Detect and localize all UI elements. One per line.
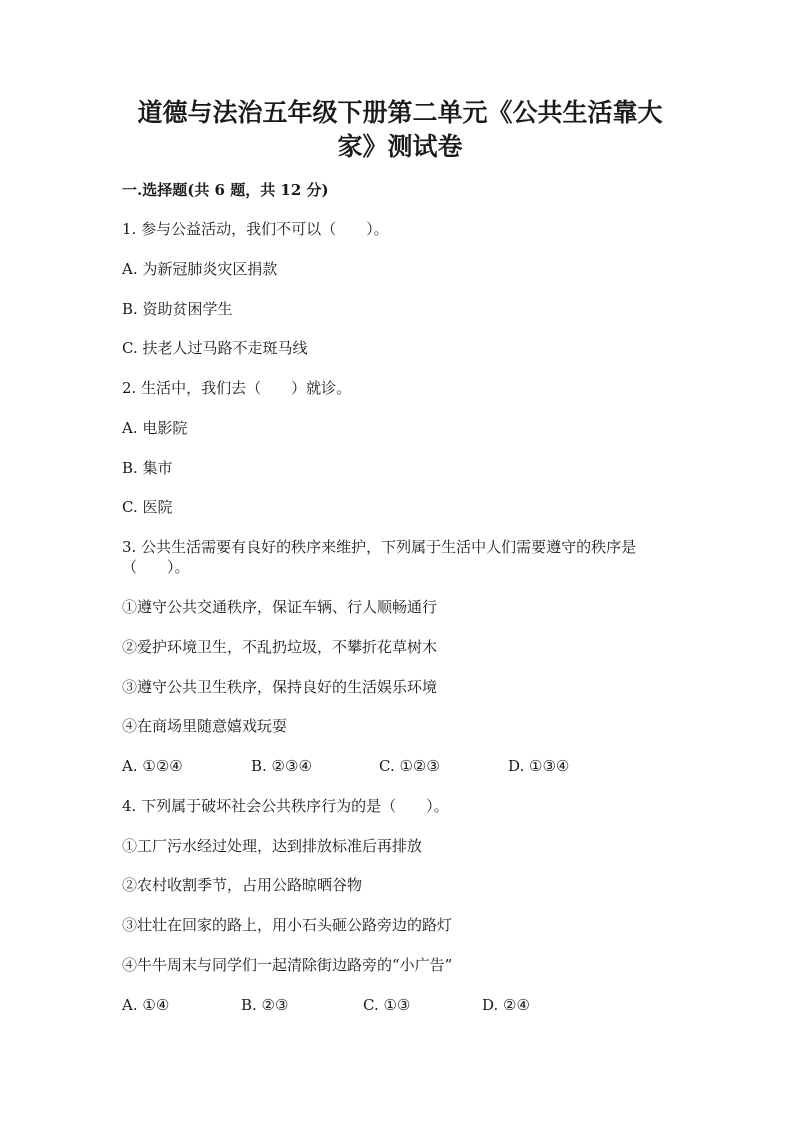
page-title-line-1: 道德与法治五年级下册第二单元《公共生活靠大: [137, 98, 663, 127]
question-3-option-d: D. ①③④: [508, 757, 570, 775]
page-title-line-2: 家》测试卷: [337, 132, 463, 161]
question-3-stem: 3. 公共生活需要有良好的秩序来维护，下列属于生活中人们需要遵守的秩序是: [122, 538, 637, 556]
question-3-option-a: A. ①②④: [122, 757, 183, 775]
question-1-stem: 1. 参与公益活动，我们不可以（ ）。: [122, 220, 389, 238]
question-3-item-1: ①遵守公共交通秩序，保证车辆、行人顺畅通行: [122, 598, 438, 616]
question-1-option-a: A. 为新冠肺炎灾区捐款: [122, 260, 278, 278]
question-2-option-a: A. 电影院: [122, 419, 188, 437]
question-2-stem: 2. 生活中，我们去（ ）就诊。: [122, 379, 352, 397]
question-1-option-b: B. 资助贫困学生: [122, 300, 233, 318]
question-4-option-b: B. ②③: [241, 996, 289, 1014]
question-3-option-c: C. ①②③: [379, 757, 440, 775]
question-3-stem-continued: （ ）。: [122, 558, 190, 576]
question-4-option-d: D. ②④: [482, 996, 530, 1014]
question-4-item-2: ②农村收割季节，占用公路晾晒谷物: [122, 876, 363, 894]
question-3-item-4: ④在商场里随意嬉戏玩耍: [122, 717, 288, 735]
question-4-option-c: C. ①③: [363, 996, 411, 1014]
question-3-item-2: ②爱护环境卫生，不乱扔垃圾，不攀折花草树木: [122, 638, 438, 656]
question-2-option-b: B. 集市: [122, 459, 173, 477]
question-2-option-c: C. 医院: [122, 498, 173, 516]
question-4-item-3: ③壮壮在回家的路上，用小石头砸公路旁边的路灯: [122, 916, 453, 934]
section-heading: 一.选择题(共 6 题，共 12 分): [122, 181, 329, 199]
question-3-option-b: B. ②③④: [251, 757, 312, 775]
question-4-item-1: ①工厂污水经过处理，达到排放标准后再排放: [122, 837, 423, 855]
question-4-option-a: A. ①④: [122, 996, 170, 1014]
question-4-stem: 4. 下列属于破坏社会公共秩序行为的是（ ）。: [122, 797, 449, 815]
question-3-item-3: ③遵守公共卫生秩序，保持良好的生活娱乐环境: [122, 678, 438, 696]
question-4-item-4: ④牛牛周末与同学们一起清除街边路旁的“小广告”: [122, 956, 453, 974]
question-1-option-c: C. 扶老人过马路不走斑马线: [122, 339, 308, 357]
